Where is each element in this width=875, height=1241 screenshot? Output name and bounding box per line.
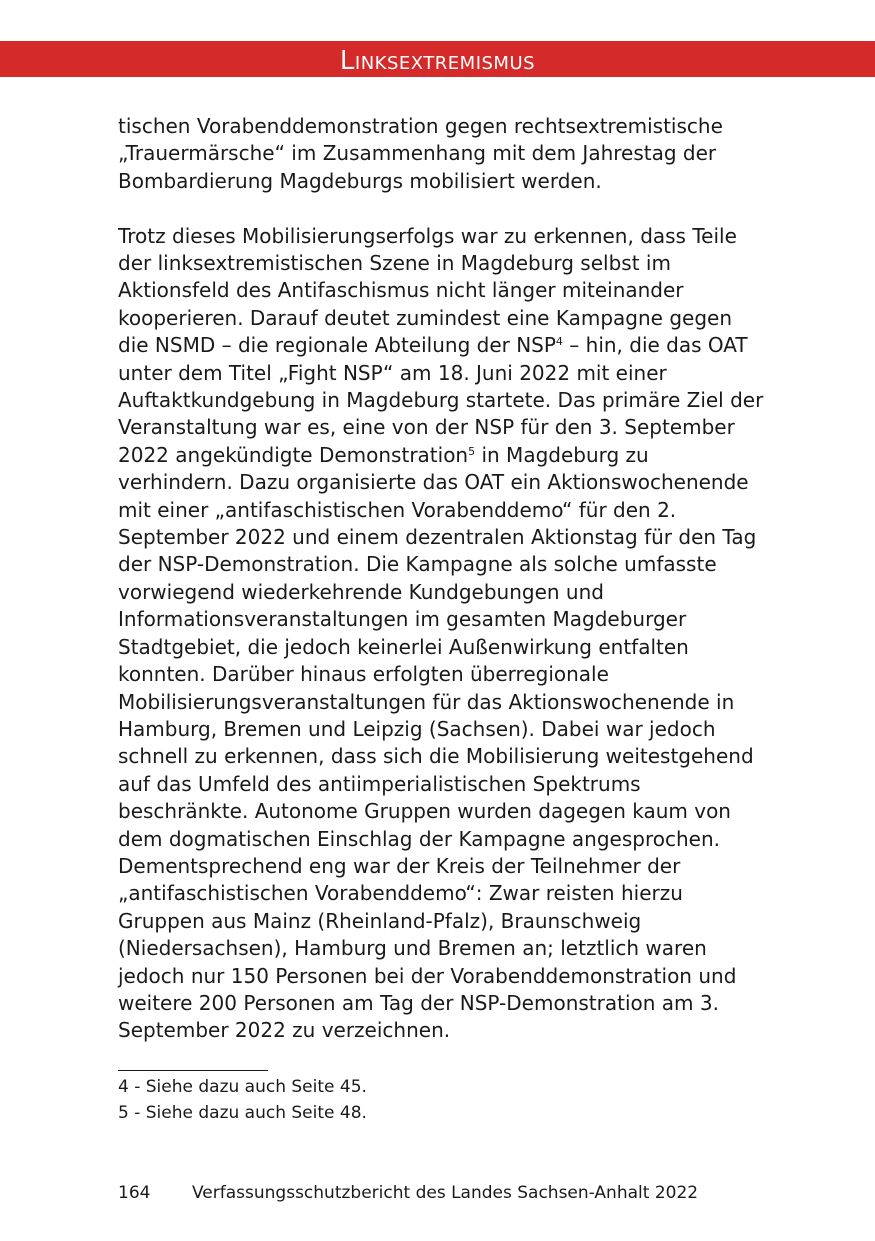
paragraph-2-text-2: – hin, die das OAT unter dem Titel „Fight NSP“ am 18. Juni 2022 mit einer Auftaktkundgebung in Magdeburg startete. Das primäre Ziel der Veranstaltung war es, eine von der NSP für den 3. September 2022 angekündigte Demonstration <box>118 333 764 467</box>
footnote-ref-5: 5 <box>468 444 476 458</box>
footnote-4: 4 - Siehe dazu auch Seite 45. <box>118 1077 367 1097</box>
footnote-separator <box>118 1070 268 1071</box>
footnote-5: 5 - Siehe dazu auch Seite 48. <box>118 1103 367 1123</box>
paragraph-2-text-3: in Magdeburg zu verhindern. Dazu organisierte das OAT ein Aktionswochenende mit einer „antifaschistischen Vorabenddemo“ für den 2. September 2022 und einem dezentralen Aktionstag für den Tag der NSP-Demonstration. Die Kampagne als solche umfasste vorwiegend wiederkehrende Kundgebungen und Informationsveranstaltungen im gesamten Magdeburger Stadtgebiet, die jedoch keinerlei Außenwirkung entfalten konnten. Darüber hinaus erfolgten überregionale Mobilisierungsveranstaltungen für das Aktionswochenende in Hamburg, Bremen und Leipzig (Sachsen). Dabei war jedoch schnell zu erkennen, dass sich die Mobilisierung weitestgehend auf das Umfeld des antiimperialistischen Spektrums beschränkte. Autonome Gruppen wurden dagegen kaum von dem dogmatischen Einschlag der Kampagne angesprochen. Dementsprechend eng war der Kreis der Teilnehmer der „antifaschistischen Vorabenddemo“: Zwar reisten hierzu Gruppen aus Mainz (Rheinland-Pfalz), Braunschweig (Niedersachsen), Hamburg und Bremen an; letztlich waren jedoch nur 150 Personen bei der Vorabenddemonstration und weitere 200 Personen am Tag der NSP-Demonstration am 3. September 2022 zu verzeichnen. <box>118 442 757 1043</box>
main-text <box>118 113 768 1045</box>
publication-title: Verfassungsschutzbericht des Landes Sachsen-Anhalt 2022 <box>192 1183 699 1203</box>
footnote-ref-4: 4 <box>555 335 563 349</box>
section-title: Linksextremismus <box>339 46 536 76</box>
paragraph-2-text-1: Trotz dieses Mobilisierungserfolgs war zu erkennen, dass Teile der linksextremistischen Szene in Magdeburg selbst im Aktionsfeld des Antifaschismus nicht länger miteinander kooperieren. Darauf deutet zumindest eine Kampagne gegen die NSMD – die regionale Abteilung der NSP <box>118 223 737 358</box>
paragraph-2 <box>118 223 768 1045</box>
paragraph-1: tischen Vorabenddemonstration gegen rechtsextremistische „Trauermärsche“ im Zusammenhang mit dem Jahrestag der Bombardierung Magdeburgs mobilisiert werden. <box>118 114 723 193</box>
footnotes <box>118 1074 768 1126</box>
page-number: 164 <box>118 1183 151 1203</box>
page-footer <box>118 1181 768 1205</box>
section-header-banner <box>0 41 875 77</box>
